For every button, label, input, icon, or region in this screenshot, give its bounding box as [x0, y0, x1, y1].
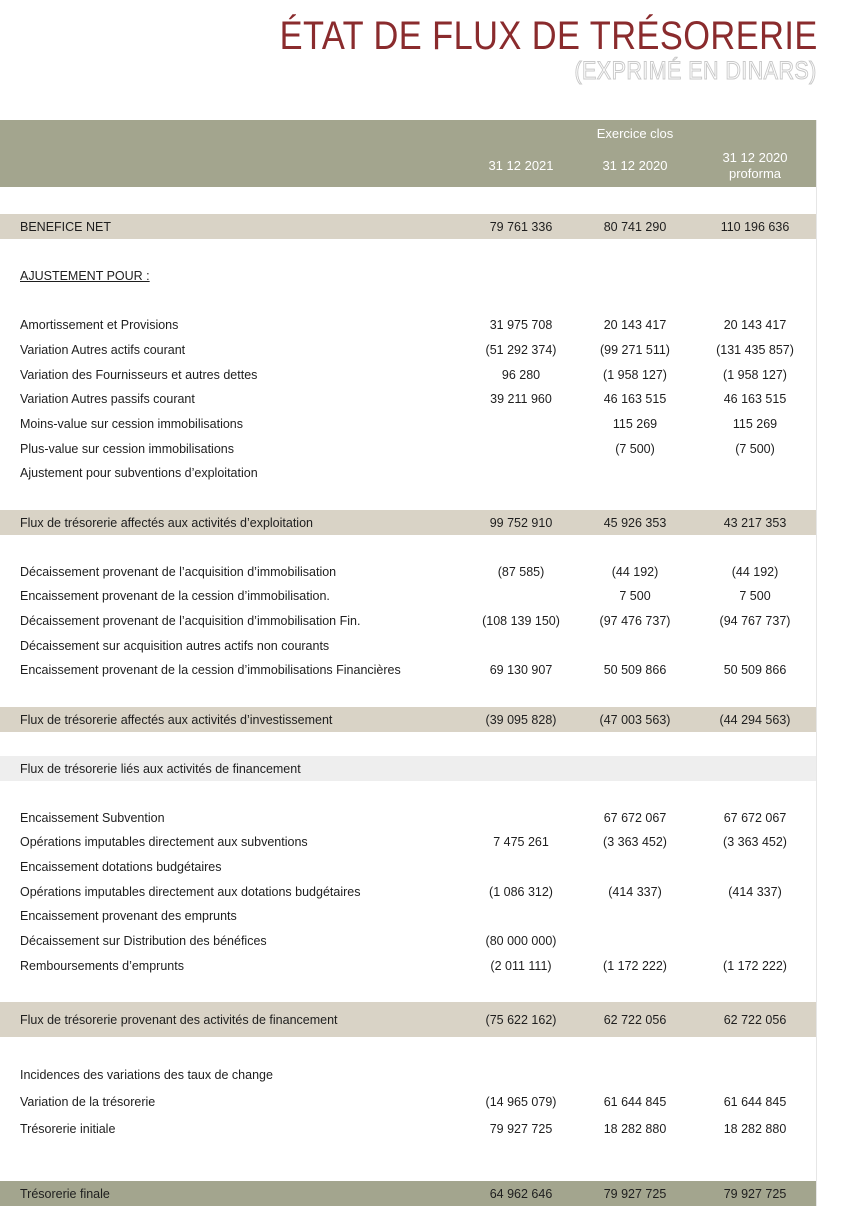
page-subtitle: (EXPRIMÉ EN DINARS): [574, 57, 817, 85]
row-value-2020: 79 927 725: [603, 1187, 667, 1201]
row-value-2020: (47 003 563): [599, 713, 671, 727]
row-value-2020: 67 672 067: [603, 811, 667, 825]
row-value-2021: (87 585): [497, 565, 545, 579]
row-value-2021: (2 011 111): [490, 959, 552, 973]
row-value-2021: (75 622 162): [485, 1013, 557, 1027]
row-value-2020-proforma: 20 143 417: [723, 318, 787, 332]
table-row: [0, 904, 816, 928]
row-label: Incidences des variations des taux de change: [20, 1068, 273, 1082]
row-value-2020: 62 722 056: [603, 1013, 667, 1027]
row-label: Trésorerie initiale: [20, 1122, 116, 1136]
row-label: Moins-value sur cession immobilisations: [20, 417, 243, 431]
table-row: [0, 560, 816, 584]
table-row: [0, 880, 816, 904]
row-value-2020-proforma: 115 269: [732, 417, 778, 431]
row-label: Flux de trésorerie affectés aux activités d’investissement: [20, 713, 333, 727]
header-col3-line1: 31 12 2020: [722, 150, 788, 165]
row-value-2021: 31 975 708: [489, 318, 553, 332]
table-row: [0, 313, 816, 337]
table-row: [0, 1182, 816, 1206]
row-value-2021: (80 000 000): [485, 934, 557, 948]
row-label: Décaissement provenant de l’acquisition d’immobilisation Fin.: [20, 614, 361, 628]
row-label: AJUSTEMENT POUR :: [20, 269, 150, 283]
table-row: [0, 658, 816, 682]
row-value-2021: 79 761 336: [489, 220, 553, 234]
row-value-2021: (39 095 828): [485, 713, 557, 727]
row-value-2020: (3 363 452): [603, 835, 667, 849]
row-label: Opérations imputables directement aux subventions: [20, 835, 308, 849]
row-value-2020-proforma: 110 196 636: [720, 220, 790, 234]
table-row: [0, 634, 816, 658]
page-title: ÉTAT DE FLUX DE TRÉSORERIE: [279, 14, 818, 58]
row-value-2021: 64 962 646: [489, 1187, 553, 1201]
table-row: [0, 855, 816, 879]
row-value-2020: (97 476 737): [599, 614, 671, 628]
row-value-2020: 7 500: [619, 589, 651, 603]
row-label: Ajustement pour subventions d’exploitation: [20, 466, 258, 480]
row-value-2020-proforma: (7 500): [735, 442, 775, 456]
table-row: [0, 1008, 816, 1032]
row-value-2021: 99 752 910: [489, 516, 553, 530]
row-value-2020: (1 172 222): [603, 959, 667, 973]
row-label: Plus-value sur cession immobilisations: [20, 442, 234, 456]
row-value-2021: 7 475 261: [493, 835, 549, 849]
row-value-2020-proforma: 46 163 515: [723, 392, 787, 406]
row-label: Encaissement Subvention: [20, 811, 165, 825]
row-label: Flux de trésorerie provenant des activités de financement: [20, 1013, 338, 1027]
row-value-2020-proforma: 18 282 880: [723, 1122, 787, 1136]
row-value-2021: (51 292 374): [485, 343, 557, 357]
table-row: [0, 1117, 816, 1141]
row-label: BENEFICE NET: [20, 220, 111, 234]
row-value-2021: 39 211 960: [490, 392, 552, 406]
row-value-2020-proforma: (44 192): [731, 565, 779, 579]
row-value-2020: 115 269: [612, 417, 658, 431]
table-row: [0, 708, 816, 732]
right-border-rule: [816, 120, 817, 1206]
row-label: Trésorerie finale: [20, 1187, 110, 1201]
row-value-2020: (414 337): [608, 885, 662, 899]
row-label: Remboursements d’emprunts: [20, 959, 184, 973]
row-label: Encaissement provenant de la cession d’immobilisation.: [20, 589, 330, 603]
row-label: Décaissement sur acquisition autres actifs non courants: [20, 639, 330, 653]
row-value-2020: 50 509 866: [603, 663, 667, 677]
table-row: [0, 338, 816, 362]
table-row: [0, 584, 816, 608]
row-value-2020: 45 926 353: [603, 516, 667, 530]
table-row: [0, 215, 816, 239]
table-row: [0, 437, 816, 461]
header-col-2020: 31 12 2020: [602, 158, 668, 173]
table-row: [0, 511, 816, 535]
row-label: Flux de trésorerie affectés aux activités d’exploitation: [20, 516, 313, 530]
row-value-2020-proforma: 79 927 725: [723, 1187, 787, 1201]
row-label: Opérations imputables directement aux dotations budgétaires: [20, 885, 361, 899]
row-value-2020: 20 143 417: [603, 318, 667, 332]
row-value-2020-proforma: 7 500: [739, 589, 771, 603]
row-value-2021: (14 965 079): [485, 1095, 557, 1109]
header-col-2020-proforma: [700, 150, 810, 182]
table-row: [0, 929, 816, 953]
row-value-2020: 80 741 290: [603, 220, 667, 234]
row-label: Encaissement provenant des emprunts: [20, 909, 237, 923]
row-value-2020: 46 163 515: [603, 392, 667, 406]
table-row: [0, 1090, 816, 1114]
table-row: [0, 954, 816, 978]
table-header: [0, 120, 816, 187]
table-row: [0, 387, 816, 411]
row-label: Amortissement et Provisions: [20, 318, 179, 332]
row-value-2021: (108 139 150): [482, 614, 560, 628]
row-label: Variation de la trésorerie: [20, 1095, 156, 1109]
table-row: [0, 363, 816, 387]
row-label: Décaissement provenant de l’acquisition d’immobilisation: [20, 565, 337, 579]
header-col3-line2: proforma: [728, 166, 782, 181]
row-value-2020-proforma: (94 767 737): [719, 614, 791, 628]
table-row: [0, 806, 816, 830]
row-value-2021: 96 280: [501, 368, 541, 382]
row-value-2020: (99 271 511): [600, 343, 670, 357]
row-label: Décaissement sur Distribution des bénéfices: [20, 934, 267, 948]
row-value-2020: (44 192): [611, 565, 659, 579]
table-row: [0, 1063, 816, 1087]
row-label: Variation Autres passifs courant: [20, 392, 195, 406]
row-label: Variation des Fournisseurs et autres dettes: [20, 368, 258, 382]
row-value-2020: 18 282 880: [603, 1122, 667, 1136]
table-row: [0, 461, 816, 485]
table-row: [0, 830, 816, 854]
row-value-2020-proforma: 43 217 353: [723, 516, 787, 530]
row-value-2021: 69 130 907: [489, 663, 553, 677]
row-value-2020-proforma: (1 172 222): [723, 959, 787, 973]
row-value-2021: 79 927 725: [489, 1122, 553, 1136]
row-value-2020-proforma: (3 363 452): [723, 835, 787, 849]
row-value-2020: (7 500): [615, 442, 655, 456]
row-value-2020: 61 644 845: [603, 1095, 667, 1109]
table-row: [0, 412, 816, 436]
row-value-2020-proforma: (44 294 563): [719, 713, 791, 727]
row-label: Encaissement dotations budgétaires: [20, 860, 222, 874]
row-value-2020-proforma: (131 435 857): [716, 343, 794, 357]
row-value-2020-proforma: 62 722 056: [723, 1013, 787, 1027]
table-row: [0, 757, 816, 781]
row-value-2020-proforma: (1 958 127): [723, 368, 787, 382]
row-value-2020: (1 958 127): [603, 368, 667, 382]
row-label: Encaissement provenant de la cession d’immobilisations Financières: [20, 663, 401, 677]
table-row: [0, 609, 816, 633]
header-group-label: Exercice clos: [596, 126, 674, 141]
row-value-2021: (1 086 312): [489, 885, 553, 899]
row-value-2020-proforma: 61 644 845: [723, 1095, 787, 1109]
row-label: Flux de trésorerie liés aux activités de financement: [20, 762, 301, 776]
row-value-2020-proforma: 50 509 866: [723, 663, 787, 677]
table-row: [0, 264, 816, 288]
header-col-2021: 31 12 2021: [488, 158, 554, 173]
row-value-2020-proforma: 67 672 067: [723, 811, 787, 825]
row-value-2020-proforma: (414 337): [728, 885, 782, 899]
row-label: Variation Autres actifs courant: [20, 343, 186, 357]
